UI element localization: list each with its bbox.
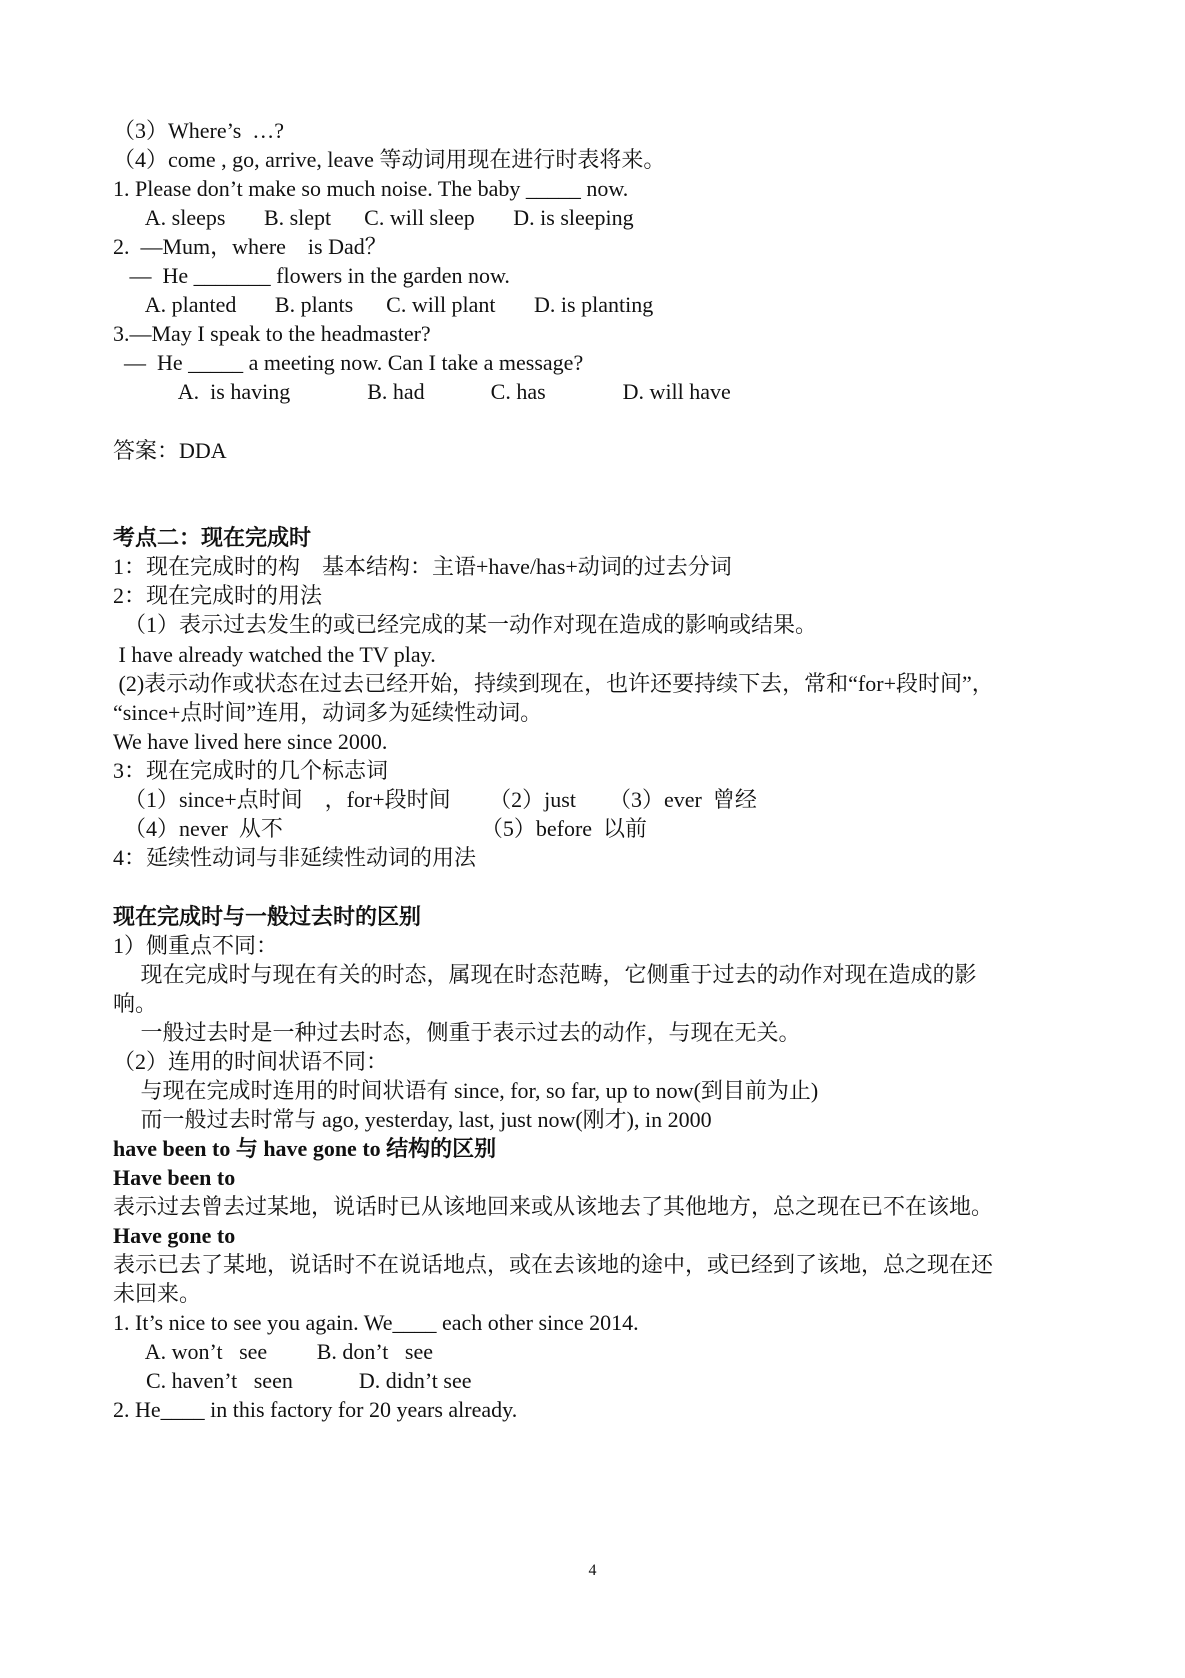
- question-1-options: C. haven’t seen D. didn’t see: [113, 1368, 472, 1393]
- example-sentence: I have already watched the TV play.: [113, 642, 436, 667]
- page-number: 4: [588, 1562, 597, 1579]
- text-line: 1：现在完成时的构 基本结构：主语+have/has+动词的过去分词: [113, 554, 732, 579]
- text-line: 1）侧重点不同：: [113, 933, 279, 958]
- question-3-reply: — He _____ a meeting now. Can I take a message?: [113, 350, 584, 375]
- text-line: （4）never 从不 （5）before 以前: [113, 816, 648, 841]
- text-line: 表示已去了某地，说话时不在说话地点，或在去该地的途中，或已经到了该地，总之现在还: [113, 1252, 994, 1277]
- question-1-options: A. won’t see B. don’t see: [113, 1339, 433, 1364]
- text-line: （1）since+点时间 ，for+段时间 （2）just （3）ever 曾经: [113, 787, 757, 812]
- text-line: 与现在完成时连用的时间状语有 since, for, so far, up to now(到目前为止): [113, 1078, 819, 1103]
- question-1: 1. It’s nice to see you again. We____ each other since 2014.: [113, 1310, 639, 1335]
- text-line: （3）Where’s …?: [113, 118, 285, 143]
- text-line: （2）连用的时间状语不同：: [113, 1049, 389, 1074]
- text-line: 而一般过去时常与 ago, yesterday, last, just now(刚才), in 2000: [113, 1107, 712, 1132]
- subheading: Have been to: [113, 1165, 236, 1190]
- question-1-options: A. sleeps B. slept C. will sleep D. is sleeping: [113, 205, 634, 230]
- text-line: 4：延续性动词与非延续性动词的用法: [113, 845, 477, 870]
- text-line: 一般过去时是一种过去时态，侧重于表示过去的动作，与现在无关。: [113, 1020, 801, 1045]
- section-heading: have been to 与 have gone to 结构的区别: [113, 1136, 497, 1161]
- text-line: （1）表示过去发生的或已经完成的某一动作对现在造成的影响或结果。: [113, 612, 818, 637]
- text-line: 响。: [113, 991, 158, 1016]
- text-line: 2：现在完成时的用法: [113, 583, 323, 608]
- subheading: Have gone to: [113, 1223, 236, 1248]
- text-line: 表示过去曾去过某地，说话时已从该地回来或从该地去了其他地方，总之现在已不在该地。: [113, 1194, 994, 1219]
- question-2: 2. —Mum，where is Dad？: [113, 234, 387, 259]
- question-2-options: A. planted B. plants C. will plant D. is planting: [113, 292, 654, 317]
- section-heading: 现在完成时与一般过去时的区别: [113, 904, 422, 929]
- text-line: “since+点时间”连用，动词多为延续性动词。: [113, 700, 543, 725]
- text-line: 现在完成时与现在有关的时态，属现在时态范畴，它侧重于过去的动作对现在造成的影: [113, 962, 977, 987]
- section-heading: 考点二：现在完成时: [113, 525, 312, 550]
- question-1: 1. Please don’t make so much noise. The baby _____ now.: [113, 176, 629, 201]
- text-line: （4）come , go, arrive, leave 等动词用现在进行时表将来。: [113, 147, 666, 172]
- text-line: 未回来。: [113, 1281, 202, 1306]
- example-sentence: We have lived here since 2000.: [113, 729, 388, 754]
- text-line: 3：现在完成时的几个标志词: [113, 758, 389, 783]
- answer-key: 答案：DDA: [113, 438, 227, 463]
- question-2-reply: — He _______ flowers in the garden now.: [113, 263, 510, 288]
- question-3-options: A. is having B. had C. has D. will have: [113, 379, 731, 404]
- question-3: 3.—May I speak to the headmaster?: [113, 321, 431, 346]
- text-line: (2)表示动作或状态在过去已经开始，持续到现在，也许还要持续下去，常和“for+段时间”，: [113, 671, 994, 696]
- question-2: 2. He____ in this factory for 20 years already.: [113, 1397, 518, 1422]
